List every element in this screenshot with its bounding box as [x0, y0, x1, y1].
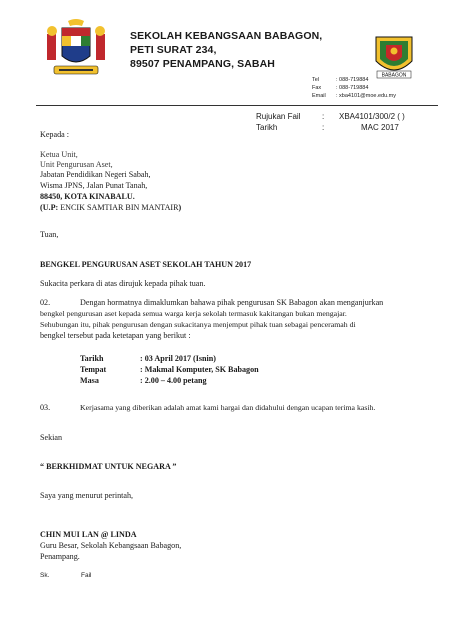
signatory-title: Guru Besar, Sekolah Kebangsaan Babagon, [40, 541, 182, 550]
closing-sekian: Sekian [40, 433, 63, 442]
recipient-line-2: Unit Pengurusan Aset, [40, 160, 113, 169]
fax-label: Fax [312, 85, 322, 91]
attention-name: ENCIK SAMTIAR BIN MANTAIR [60, 203, 179, 212]
intro-line: Sukacita perkara di atas dirujuk kepada pihak tuan. [40, 279, 206, 288]
signatory-place: Penampang. [40, 552, 80, 561]
fax-value: : 088-719884 [336, 85, 369, 91]
school-name: SEKOLAH KEBANGSAAN BABAGON, [130, 30, 323, 42]
coat-of-arms-crest [40, 18, 112, 80]
letterhead-divider [36, 105, 438, 106]
paragraph-03-number: 03. [40, 403, 51, 412]
tel-label: Tel [312, 77, 320, 83]
detail-tarikh-label: Tarikh [80, 354, 104, 363]
email-label: Email [312, 93, 326, 99]
paragraph-02-number: 02. [40, 298, 51, 307]
recipient-line-1: Ketua Unit, [40, 150, 78, 159]
paragraph-02-line-1: Dengan hormatnya dimaklumkan bahawa pihak pengurusan SK Babagon akan menganjurkan [80, 298, 384, 307]
paragraph-02-line-3: Sehubungan itu, pihak pengurusan dengan sukacitanya menjemput pihak tuan sebagai penceramah di [40, 320, 356, 329]
rujukan-label: Rujukan Fail [256, 112, 301, 121]
contact-fax [312, 85, 368, 91]
rujukan-value: XBA4101/300/2 ( ) [339, 112, 405, 121]
recipient-attention [40, 203, 181, 213]
detail-tarikh-value: : 03 April 2017 (Isnin) [140, 354, 217, 363]
email-value: : xba4101@moe.edu.my [336, 93, 397, 99]
attention-prefix: (U.P: [40, 203, 61, 212]
recipient-line-4: Wisma JPNS, Jalan Punat Tanah, [40, 181, 148, 190]
tarikh-label: Tarikh [256, 123, 278, 132]
contact-email [312, 93, 396, 99]
school-badge-crest [372, 33, 416, 83]
tarikh-value: MAC 2017 [361, 123, 399, 132]
salutation: Tuan, [40, 230, 59, 239]
detail-masa-value: : 2.00 – 4.00 petang [140, 376, 207, 385]
letter-subject: BENGKEL PENGURUSAN ASET SEKOLAH TAHUN 2017 [40, 260, 252, 269]
detail-masa-label: Masa [80, 376, 99, 385]
attention-suffix: ) [178, 203, 182, 212]
detail-tempat-label: Tempat [80, 365, 107, 374]
contact-tel [312, 77, 368, 83]
recipient-line-3: Jabatan Pendidikan Negeri Sabah, [40, 170, 151, 179]
tel-value: : 088-719884 [336, 77, 369, 83]
tarikh-colon: : [322, 123, 325, 132]
rujukan-colon: : [322, 112, 325, 121]
paragraph-03-text: Kerjasama yang diberikan adalah amat kami hargai dan didahului dengan ucapan terima kasih. [80, 403, 376, 412]
sk-value: Fail [81, 572, 92, 579]
detail-tempat-value: : Makmal Komputer, SK Babagon [140, 365, 259, 374]
paragraph-02-line-2: bengkel pengurusan aset kepada semua warga kerja sekolah termasuk kakitangan bukan mengajar. [40, 309, 347, 318]
paragraph-02-line-4: bengkel tersebut pada ketetapan yang berikut : [40, 331, 191, 340]
badge-text: BABAGON [381, 72, 407, 79]
closing-order: Saya yang menurut perintah, [40, 491, 134, 500]
recipient-line-5: 88450, KOTA KINABALU. [40, 192, 135, 201]
kepada-label: Kepada : [40, 130, 69, 139]
sk-label: Sk. [40, 572, 50, 579]
address-line-2: 89507 PENAMPANG, SABAH [130, 58, 275, 70]
signatory-name: CHIN MUI LAN @ LINDA [40, 530, 137, 539]
address-line-1: PETI SURAT 234, [130, 44, 217, 56]
motto: “ BERKHIDMAT UNTUK NEGARA ” [40, 462, 177, 471]
